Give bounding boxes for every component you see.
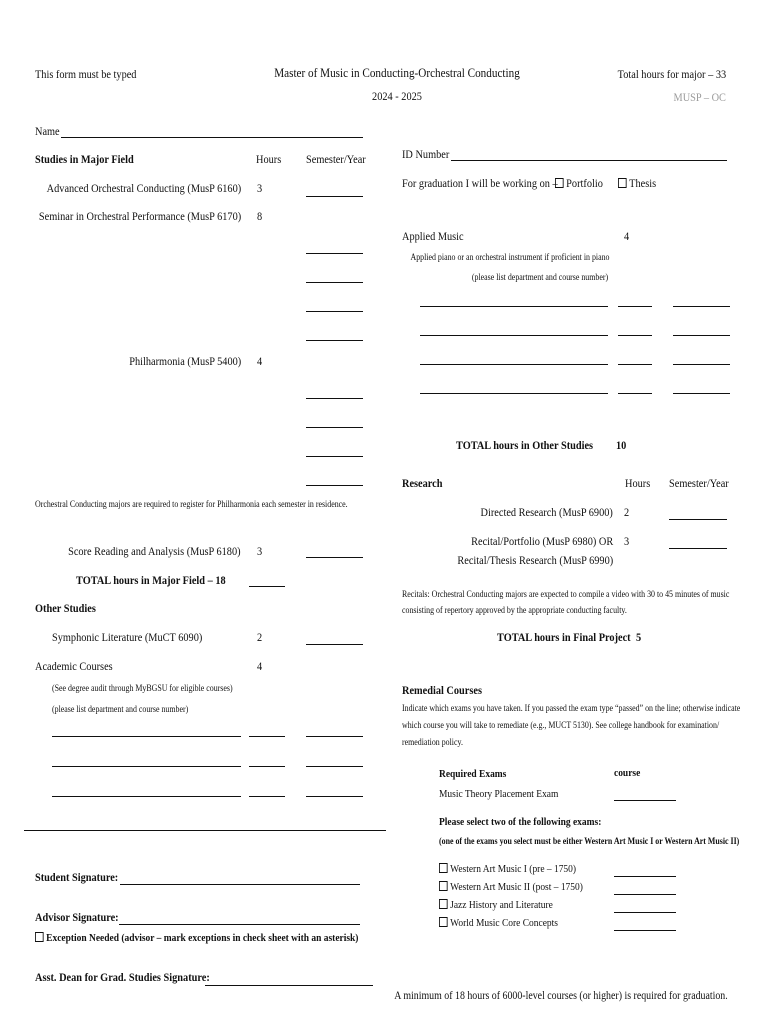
dean-signature-label: Asst. Dean for Grad. Studies Signature: <box>35 970 210 984</box>
course-field[interactable] <box>420 306 608 307</box>
philharmonia-note: Orchestral Conducting majors are required to register for Philharmonia each semester in residence. <box>35 499 348 509</box>
exam-label: Jazz History and Literature <box>450 899 553 911</box>
exam-option[interactable] <box>439 899 553 911</box>
semester-field[interactable] <box>673 364 730 365</box>
hours-field[interactable] <box>249 766 285 767</box>
typed-notice: This form must be typed <box>35 67 137 81</box>
id-field[interactable] <box>451 160 727 161</box>
course-hours: 3 <box>257 181 263 195</box>
course-label: course <box>614 767 641 779</box>
name-field[interactable] <box>61 137 363 138</box>
recital-hours: 3 <box>624 534 630 548</box>
academic-year: 2024 - 2025 <box>372 89 422 103</box>
program-title: Master of Music in Conducting-Orchestral Conducting <box>274 65 520 80</box>
section-divider <box>24 830 386 831</box>
course-field[interactable] <box>52 796 241 797</box>
hours-field[interactable] <box>618 364 652 365</box>
academic-courses: Academic Courses <box>35 659 113 673</box>
thesis-option[interactable] <box>618 177 656 189</box>
semester-field[interactable] <box>306 456 363 457</box>
hours-field[interactable] <box>249 796 285 797</box>
research-hours-header: Hours <box>625 476 651 490</box>
directed-hours: 2 <box>624 505 630 519</box>
advisor-signature-field[interactable] <box>119 924 360 925</box>
semester-field[interactable] <box>306 282 363 283</box>
exam-course-field[interactable] <box>614 876 676 877</box>
semester-field[interactable] <box>306 736 363 737</box>
hours-field[interactable] <box>618 393 652 394</box>
remedial-heading: Remedial Courses <box>402 683 482 697</box>
research-semester-header: Semester/Year <box>669 476 729 490</box>
thesis-label: Thesis <box>629 176 657 190</box>
recital-note-cont: consisting of repertory approved by the appropriate conducting faculty. <box>402 605 627 615</box>
exam-checkbox[interactable] <box>439 863 448 873</box>
academic-note: (See degree audit through MyBGSU for eligible courses) <box>52 683 233 693</box>
select-note: (one of the exams you select must be either Western Art Music I or Western Art Music II) <box>439 836 740 846</box>
course-field[interactable] <box>420 393 608 394</box>
theory-exam-field[interactable] <box>614 800 676 801</box>
thesis-checkbox[interactable] <box>618 178 627 188</box>
exam-label: Western Art Music I (pre – 1750) <box>450 863 577 875</box>
academic-note-list: (please list department and course number) <box>52 704 189 714</box>
exam-course-field[interactable] <box>614 894 676 895</box>
semester-field[interactable] <box>306 253 363 254</box>
applied-hours: 4 <box>624 229 630 243</box>
portfolio-option[interactable] <box>555 177 603 189</box>
name-label: Name <box>35 124 60 138</box>
advisor-signature-label: Advisor Signature: <box>35 910 119 924</box>
exception-checkbox[interactable] <box>35 932 44 942</box>
required-exams-label: Required Exams <box>439 768 507 780</box>
course-field[interactable] <box>52 736 241 737</box>
id-label: ID Number <box>402 147 450 161</box>
semester-field[interactable] <box>306 766 363 767</box>
course-hours: 4 <box>257 354 263 368</box>
semester-field[interactable] <box>306 644 363 645</box>
exam-checkbox[interactable] <box>439 881 448 891</box>
graduation-label: For graduation I will be working on – <box>402 176 558 190</box>
exception-label: Exception Needed (advisor – mark exceptions in check sheet with an asterisk) <box>46 932 359 944</box>
exam-option[interactable] <box>439 863 576 875</box>
major-total-field[interactable] <box>249 586 285 587</box>
other-total: TOTAL hours in Other Studies <box>456 438 594 452</box>
select-label: Please select two of the following exams: <box>439 816 602 828</box>
research-heading: Research <box>402 476 443 490</box>
research-total-value: 5 <box>636 630 642 644</box>
semester-field[interactable] <box>306 557 363 558</box>
recital-portfolio: Recital/Portfolio (MusP 6980) OR <box>470 534 613 548</box>
theory-exam: Music Theory Placement Exam <box>439 788 559 800</box>
course-name: Score Reading and Analysis (MusP 6180) <box>68 544 241 558</box>
major-hours-header: Hours <box>256 152 282 166</box>
major-heading: Studies in Major Field <box>35 152 134 166</box>
course-name: Seminar in Orchestral Performance (MusP 6170) <box>38 209 241 223</box>
course-name: Advanced Orchestral Conducting (MusP 6160) <box>46 181 241 195</box>
semester-field[interactable] <box>306 796 363 797</box>
semester-field[interactable] <box>306 196 363 197</box>
course-field[interactable] <box>52 766 241 767</box>
student-signature-field[interactable] <box>120 884 360 885</box>
portfolio-label: Portfolio <box>566 176 603 190</box>
exam-checkbox[interactable] <box>439 917 448 927</box>
semester-field[interactable] <box>673 306 730 307</box>
semester-field[interactable] <box>306 398 363 399</box>
semester-field[interactable] <box>673 393 730 394</box>
applied-note-list: (please list department and course number) <box>471 272 609 282</box>
symphonic-hours: 2 <box>257 630 263 644</box>
course-hours: 3 <box>257 544 263 558</box>
exam-course-field[interactable] <box>614 912 676 913</box>
other-heading: Other Studies <box>35 601 96 615</box>
remedial-instructions: remediation policy. <box>402 737 463 747</box>
academic-hours: 4 <box>257 659 263 673</box>
remedial-instructions: Indicate which exams you have taken. If you passed the exam type “passed” on the line; otherwise indicate <box>402 703 741 713</box>
recital-note: Recitals: Orchestral Conducting majors are expected to compile a video with 30 to 45 minutes of music <box>402 589 730 599</box>
course-name: Philharmonia (MusP 5400) <box>129 354 241 368</box>
exam-option[interactable] <box>439 881 583 893</box>
applied-note: Applied piano or an orchestral instrument if proficient in piano <box>410 252 610 262</box>
dean-signature-field[interactable] <box>205 985 373 986</box>
semester-field[interactable] <box>306 311 363 312</box>
exam-option[interactable] <box>439 917 558 929</box>
semester-field[interactable] <box>673 335 730 336</box>
directed-research: Directed Research (MusP 6900) <box>480 505 613 519</box>
student-signature-label: Student Signature: <box>35 870 119 884</box>
symphonic-course: Symphonic Literature (MuCT 6090) <box>52 630 203 644</box>
applied-music: Applied Music <box>402 229 464 243</box>
research-total: TOTAL hours in Final Project <box>497 630 631 644</box>
exception-option[interactable] <box>35 932 358 944</box>
hours-field[interactable] <box>618 306 652 307</box>
semester-field[interactable] <box>306 427 363 428</box>
major-total: TOTAL hours in Major Field – 18 <box>76 573 226 587</box>
semester-field[interactable] <box>669 519 727 520</box>
remedial-instructions: which course you will take to remediate (e.g., MUCT 5130). See college handbook for examination/ <box>402 720 720 730</box>
course-field[interactable] <box>420 335 608 336</box>
graduation-requirement-note: A minimum of 18 hours of 6000-level courses (or higher) is required for graduation. <box>394 990 728 1002</box>
exam-label: Western Art Music II (post – 1750) <box>450 881 583 893</box>
course-hours: 8 <box>257 209 263 223</box>
semester-field[interactable] <box>306 485 363 486</box>
portfolio-checkbox[interactable] <box>555 178 564 188</box>
exam-label: World Music Core Concepts <box>450 917 558 929</box>
recital-thesis: Recital/Thesis Research (MusP 6990) <box>457 553 613 567</box>
hours-field[interactable] <box>249 736 285 737</box>
program-code: MUSP – OC <box>673 90 726 104</box>
course-field[interactable] <box>420 364 608 365</box>
major-semester-header: Semester/Year <box>306 152 366 166</box>
hours-field[interactable] <box>618 335 652 336</box>
exam-course-field[interactable] <box>614 930 676 931</box>
total-hours-major: Total hours for major – 33 <box>617 67 726 81</box>
other-total-value: 10 <box>616 438 627 452</box>
semester-field[interactable] <box>669 548 727 549</box>
exam-checkbox[interactable] <box>439 899 448 909</box>
semester-field[interactable] <box>306 340 363 341</box>
